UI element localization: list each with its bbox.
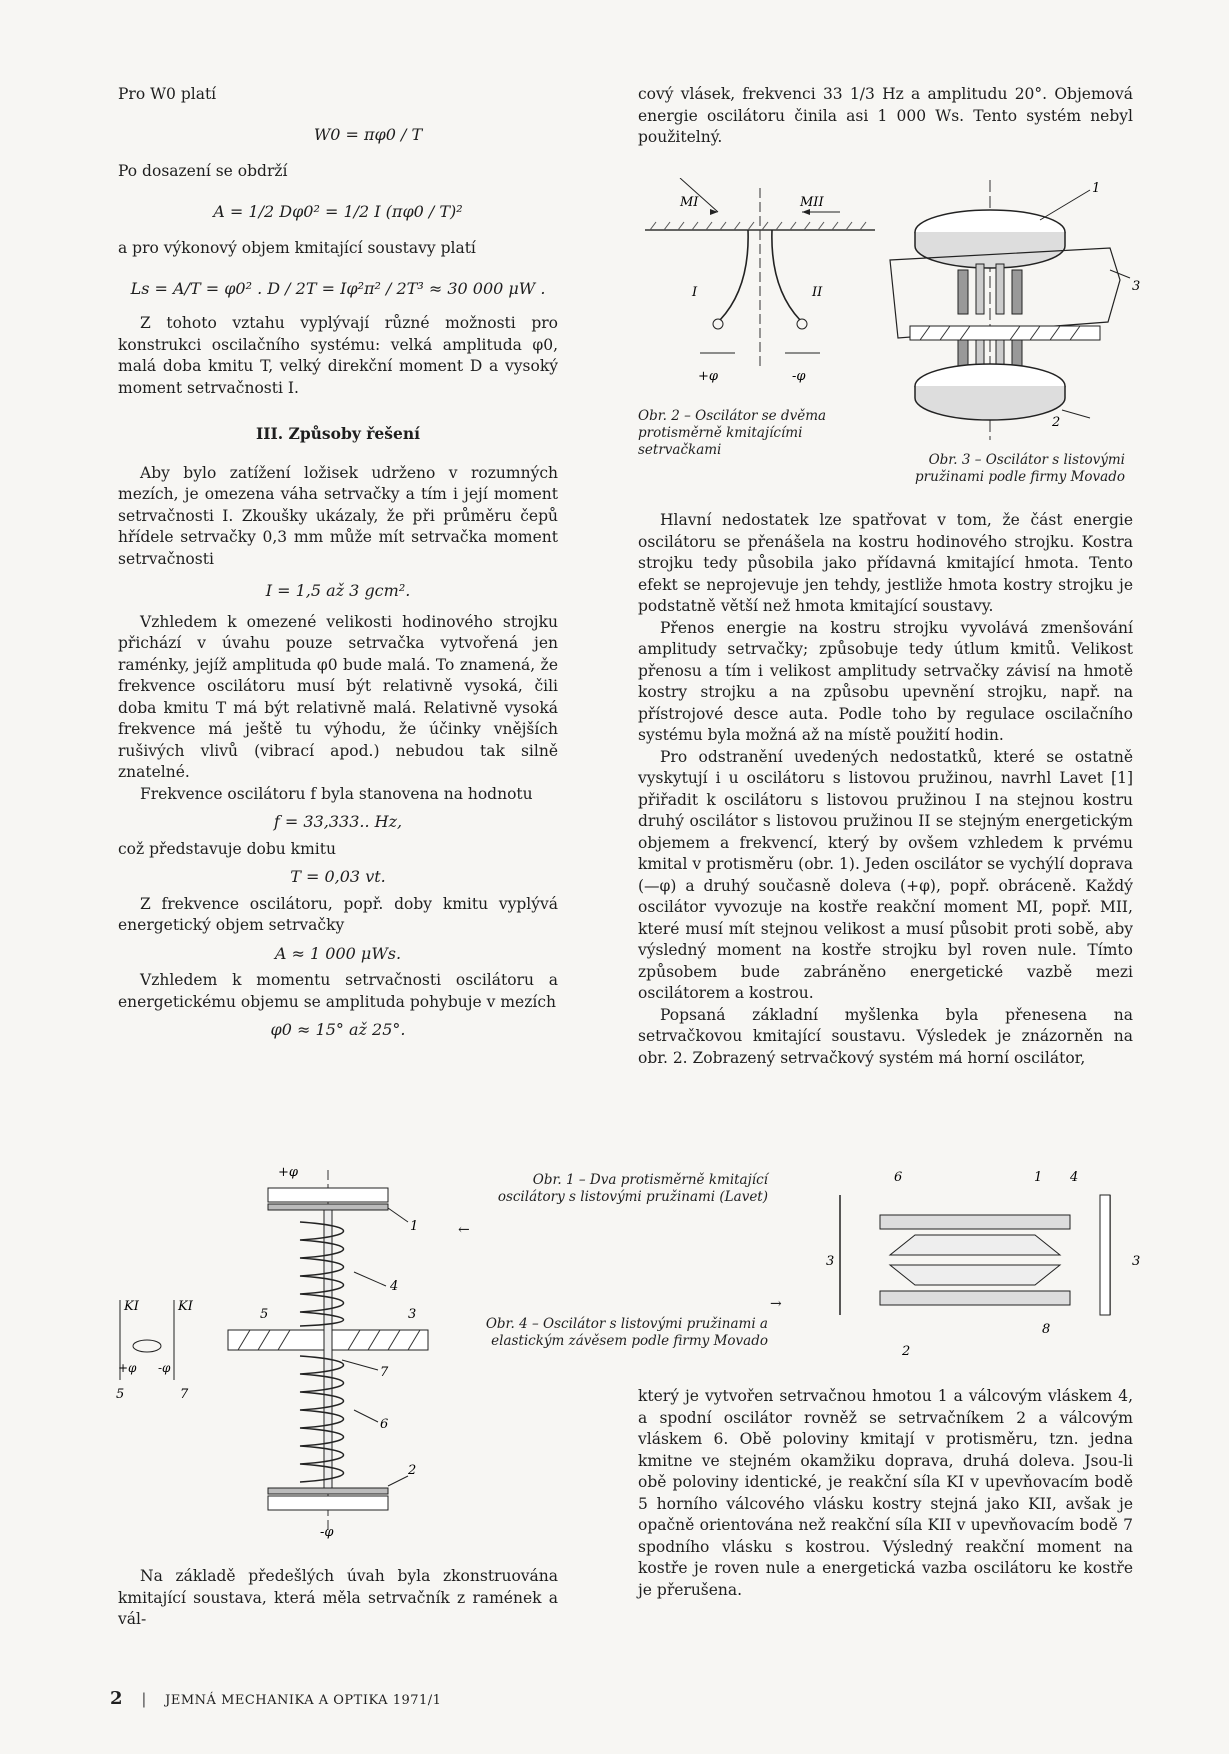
label-top-phi: +φ	[278, 1165, 298, 1180]
label-1: 1	[410, 1219, 419, 1234]
label-II: II	[812, 285, 823, 300]
arrow-right-indicator: →	[770, 1296, 782, 1312]
label-minus-phi: -φ	[158, 1361, 171, 1375]
arrow-left-indicator: ←	[458, 1222, 470, 1238]
label-3: 3	[1132, 279, 1141, 294]
paragraph: Na základě předešlých úvah byla zkonstruována kmitající soustava, která měla setrvačník z ramének a vál-	[118, 1567, 558, 1628]
figure-4-elastic-suspension-oscillator	[820, 1165, 1150, 1365]
equation: I = 1,5 až 3 gcm².	[265, 581, 411, 600]
text-line: Pro W0 platí	[118, 85, 217, 103]
label-6: 6	[380, 1417, 389, 1432]
caption-obr2: Obr. 2 – Oscilátor se dvěma protisměrně kmitajícími setrvačkami	[638, 408, 827, 458]
label-2: 2	[408, 1463, 417, 1478]
page-footer	[110, 1688, 441, 1709]
left-column-top	[118, 84, 558, 1041]
equation: A = 1/2 Dφ0² = 1/2 I (πφ0 / T)²	[213, 201, 463, 221]
paragraph: Z frekvence oscilátoru, popř. doby kmitu vyplývá energetický objem setrvačky	[118, 894, 558, 934]
label-5: 5	[260, 1307, 269, 1322]
caption-obr1: Obr. 1 – Dva protisměrně kmitající oscilátory s listovými pružinami (Lavet)	[497, 1172, 768, 1205]
paragraph: Vzhledem k omezené velikosti hodinového strojku přichází v úvahu pouze setrvačka vytvořená jen raménky, jejíž amplituda φ0 bude malá. To znamená, že frekvence oscilátoru musí být relativně vysoká, čili doba kmitu T má být relativně malá. Relativně vysoká frekvence má ještě tu výhodu, že účinky vnějších rušivých vlivů (vibrací apod.) nebudou tak silně znatelné.	[118, 612, 558, 781]
paragraph: Hlavní nedostatek lze spatřovat v tom, že část energie oscilátoru se přenášela na kostru hodinového strojku. Kostra strojku tedy působila jako přídavná kmitající hmota. Tento efekt se neprojevuje jen tehdy, jestliže hmota kostry strojku je podstatně větší než hmota kmitající soustavy.	[638, 511, 1133, 615]
label-2: 2	[1052, 415, 1061, 430]
label-3: 3	[408, 1307, 417, 1322]
paragraph: Aby bylo zatížení ložisek udrženo v rozumných mezích, je omezena váha setrvačky a tím i její moment setrvačnosti I. Zkoušky ukázaly, že při průměru čepů hřídele setrvačky 0,3 mm může mít setrvačka moment setrvačnosti	[118, 463, 558, 568]
paragraph: Popsaná základní myšlenka byla přenesena na setrvačkovou kmitající soustavu. Výsledek je znázorněn na obr. 2. Zobrazený setrvačkový systém má horní oscilátor,	[638, 1005, 1133, 1067]
label-KI-left: KI	[124, 1299, 139, 1314]
label-minus-phi: -φ	[792, 369, 806, 384]
label-1: 1	[1034, 1170, 1043, 1185]
label-6: 6	[894, 1170, 903, 1185]
footer-separator: |	[141, 1690, 147, 1708]
label-4: 4	[390, 1279, 399, 1294]
label-I: I	[692, 285, 698, 300]
figure-2-counter-oscillating-balances	[108, 1160, 468, 1540]
label-1: 1	[1092, 181, 1101, 196]
paragraph: který je vytvořen setrvačnou hmotou 1 a válcovým vláskem 4, a spodní oscilátor rovněž se setrvačníkem 2 a válcovým vláskem 6. Obě poloviny kmitají v protisměru, tzn. jedna kmitne ve stejném okamžiku doprava, druhá doleva. Jsou-li obě poloviny identické, je reakční síla KI v upevňovacím bodě 5 horního válcového vlásku kostry stejná jako KII, avšak je opačně orientována než reakční síla KII v upevňovacím bodě 7 spodního vlásku s kostrou. Výsledný reakční moment na kostře je roven nule a energetická vazba oscilátoru ke kostře je přerušena.	[638, 1387, 1133, 1599]
caption-obr3: Obr. 3 – Oscilátor s listovými pružinami podle firmy Movado	[915, 452, 1125, 485]
right-column-top	[638, 84, 1133, 149]
equation: A ≈ 1 000 μWs.	[274, 943, 402, 963]
equation: T = 0,03 vt.	[290, 867, 386, 886]
label-2: 2	[902, 1344, 911, 1359]
label-3: 3	[826, 1254, 835, 1269]
figure-3-movado-oscillator	[880, 180, 1150, 445]
paragraph: Pro odstranění uvedených nedostatků, které se ostatně vyskytují i u oscilátoru s listovou pružinou, navrhl Lavet [1] přiřadit k oscilátoru s listovou pružinou I na stejnou kostru druhý oscilátor s listovou pružinou II se stejným energetickým objemem a frekvencí, který by ovšem vzhledem k prvému kmital v protisměru (obr. 1). Jeden oscilátor se vychýlí doprava (—φ) a druhý současně doleva (+φ), popř. obráceně. Každý oscilátor vyvozuje na kostře reakční moment MI, popř. MII, které musí mít stejnou velikost a musí působit proti sobě, aby výsledný moment na kostře strojku byl roven nule. Tímto způsobem bude zabráněno energetické vazbě mezi oscilátorem a kostrou.	[638, 747, 1133, 1002]
journal-name: JEMNÁ MECHANIKA A OPTIKA 1971/1	[165, 1693, 442, 1708]
label-plus-phi: +φ	[698, 369, 718, 384]
left-column-bottom	[118, 1566, 558, 1631]
label-plus-phi: +φ	[118, 1361, 137, 1375]
equation: W0 = πφ0 / T	[313, 124, 423, 144]
caption-obr4: Obr. 4 – Oscilátor s listovými pružinami a elastickým závěsem podle firmy Movado	[485, 1316, 768, 1349]
equation: Ls = A/T = φ0² . D / 2T = Iφ²π² / 2T³ ≈ 30 000 μW .	[130, 278, 546, 298]
label-7-left: 7	[180, 1387, 189, 1402]
label-MII: MII	[800, 195, 824, 210]
equation: φ0 ≈ 15° až 25°.	[270, 1020, 406, 1039]
paragraph: Vzhledem k momentu setrvačnosti oscilátoru a energetickému objemu se amplituda pohybuje v mezích	[118, 971, 558, 1011]
page-number: 2	[110, 1688, 123, 1709]
label-3-right: 3	[1132, 1254, 1141, 1269]
equation: f = 33,333.. Hz,	[273, 812, 403, 831]
label-7: 7	[380, 1365, 389, 1380]
label-bottom-phi: -φ	[320, 1525, 334, 1540]
label-5-left: 5	[116, 1387, 125, 1402]
paragraph: cový vlásek, frekvenci 33 1/3 Hz a amplitudu 20°. Objemová energie oscilátoru činila asi 1 000 Ws. Tento systém nebyl použitelný.	[638, 85, 1133, 146]
paragraph: Přenos energie na kostru strojku vyvolává zmenšování amplitudy setrvačky; způsobuje tedy útlum kmitů. Velikost přenosu a tím i velikost amplitudy setrvačky závisí na hmotě kostry strojku a na způsobu upevnění strojku, např. na přístrojové desce auta. Podle toho by regulace oscilačního systému byla možná až na místě použití hodin.	[638, 618, 1133, 744]
paragraph: Frekvence oscilátoru f byla stanovena na hodnotu	[140, 784, 533, 803]
label-MI: MI	[680, 195, 699, 210]
right-column-middle	[638, 510, 1133, 1069]
section-heading: III. Způsoby řešení	[255, 424, 421, 443]
paragraph: což představuje dobu kmitu	[118, 839, 336, 858]
text-line: Po dosazení se obdrží	[118, 162, 288, 180]
right-column-bottom	[638, 1386, 1133, 1601]
label-KI-right: KI	[178, 1299, 193, 1314]
label-4: 4	[1070, 1170, 1079, 1185]
text-line: a pro výkonový objem kmitající soustavy platí	[118, 239, 476, 257]
label-8: 8	[1042, 1322, 1051, 1337]
figure-1-leaf-spring-oscillators	[640, 178, 880, 403]
paragraph: Z tohoto vztahu vyplývají různé možnosti pro konstrukci oscilačního systému: velká amplituda φ0, malá doba kmitu T, velký direkční moment D a vysoký moment setrvačnosti I.	[118, 314, 558, 397]
